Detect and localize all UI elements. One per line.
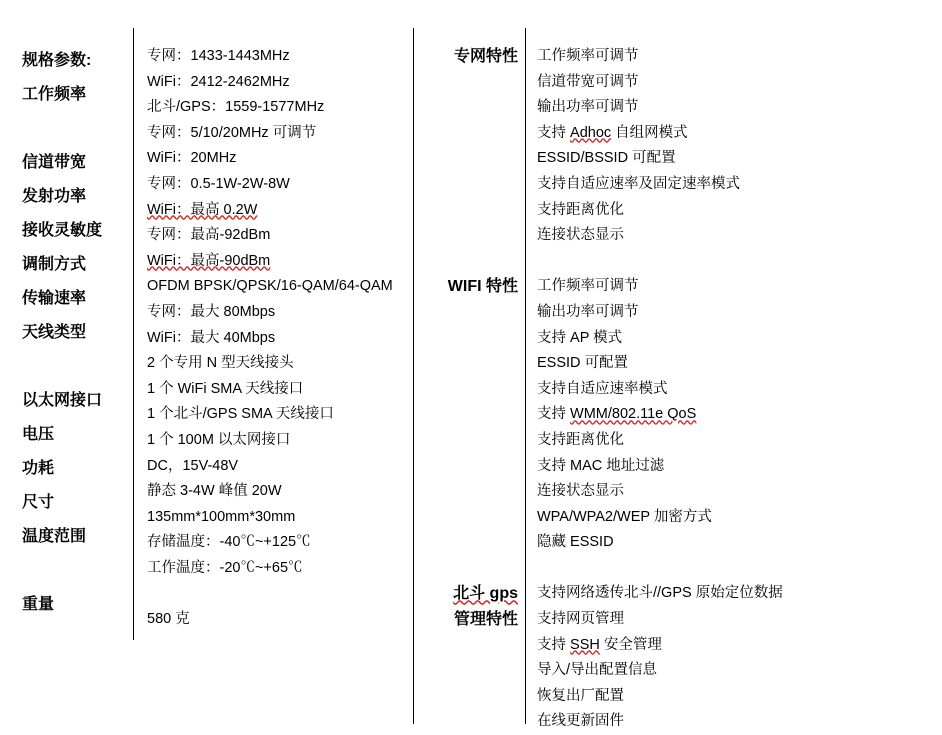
feature-group-spacer [424, 505, 522, 531]
feature-group-spacer [424, 223, 522, 249]
spec-label: 工作频率 [22, 86, 87, 103]
feature-item: ESSID/BSSID 可配置 [537, 150, 676, 167]
feature-group-spacer [424, 121, 522, 147]
feature-group-spacer [424, 402, 522, 428]
feature-item [537, 121, 937, 147]
feature-group-spacer [424, 146, 522, 172]
feature-item: 在线更新固件 [537, 713, 624, 730]
feature-group-spacer [424, 95, 522, 121]
spec-label: 温度范围 [22, 528, 87, 545]
feature-group-label: 管理特性 [453, 611, 518, 629]
feature-item: ESSID 可配置 [537, 355, 629, 372]
feature-group-text: 北斗 gps [453, 585, 518, 603]
feature-item-prefix: 支持 [537, 124, 571, 141]
spec-value: 北斗/GPS：1559-1577MHz [147, 99, 325, 116]
feature-item: 支持自适应速率及固定速率模式 [537, 175, 740, 192]
feature-item: 支持 AP 模式 [537, 329, 623, 346]
feature-item-suffix: 安全管理 [599, 636, 662, 653]
feature-item: WPA/WPA2/WEP 加密方式 [537, 508, 712, 525]
feature-group-spacer [424, 198, 522, 224]
feature-item [537, 402, 937, 428]
spec-value: 专网：5/10/20MHz 可调节 [147, 124, 317, 141]
feature-item [537, 633, 937, 659]
spec-label-spacer [22, 554, 132, 588]
spec-value: 静态 3-4W 峰值 20W [147, 483, 282, 500]
spec-value: 580 克 [147, 611, 190, 628]
feature-group-column [424, 44, 522, 633]
feature-group-spacer [424, 479, 522, 505]
feature-item: 支持 MAC 地址过滤 [537, 457, 665, 474]
spec-label: 尺寸 [22, 494, 55, 511]
feature-group-spacer [424, 70, 522, 96]
spec-label: 信道带宽 [22, 154, 87, 171]
spec-label [22, 112, 132, 146]
spec-label-column [22, 44, 132, 622]
spec-label: 天线类型 [22, 324, 87, 341]
column-divider-1 [133, 28, 134, 640]
spec-value: 专网：0.5-1W-2W-8W [147, 175, 290, 192]
feature-item-term: WMM/802.11e QoS [570, 406, 697, 423]
spec-value-text: WiFi：最高 0.2W [147, 201, 258, 218]
feature-item: 支持网络透传北斗//GPS 原始定位数据 [537, 585, 783, 602]
spec-value: 2 个专用 N 型天线接头 [147, 355, 294, 372]
spec-value: 工作温度：-20℃~+65℃ [147, 559, 303, 576]
feature-group-spacer [424, 530, 522, 556]
feature-item-prefix: 支持 [537, 636, 571, 653]
feature-group-label: 专网特性 [453, 48, 518, 65]
spec-value: WiFi：最大 40Mbps [147, 329, 276, 346]
feature-item: 输出功率可调节 [537, 303, 639, 320]
spec-value: 1 个北斗/GPS SMA 天线接口 [147, 406, 334, 423]
spec-label-spacer [22, 350, 132, 384]
feature-item: 连接状态显示 [537, 483, 624, 500]
feature-group-label: WIFI 特性 [447, 278, 518, 296]
spec-label: 以太网接口 [22, 392, 103, 409]
feature-group-spacer [424, 454, 522, 480]
spec-value: 135mm*100mm*30mm [147, 508, 296, 525]
spec-label: 重量 [22, 596, 55, 613]
spec-label: 调制方式 [22, 256, 87, 273]
spec-value-column [147, 44, 407, 633]
feature-item: 工作频率可调节 [537, 278, 639, 295]
spec-value: DC，15V-48V [147, 457, 239, 474]
spec-label: 发射功率 [22, 188, 87, 205]
feature-item-term: Adhoc [570, 124, 612, 141]
feature-item-prefix: 支持 [537, 406, 571, 423]
feature-item: 信道带宽可调节 [537, 73, 639, 90]
spec-value: WiFi：2412-2462MHz [147, 73, 290, 90]
feature-group-spacer [424, 172, 522, 198]
spec-value: 1 个 WiFi SMA 天线接口 [147, 380, 304, 397]
feature-group-spacer [424, 556, 522, 582]
feature-item: 恢复出厂配置 [537, 687, 624, 704]
spec-value [147, 581, 407, 607]
spec-value: OFDM BPSK/QPSK/16-QAM/64-QAM [147, 278, 393, 295]
feature-item: 工作频率可调节 [537, 48, 639, 64]
spec-label: 功耗 [22, 460, 55, 477]
spec-value [147, 198, 407, 224]
spec-label: 电压 [22, 426, 55, 443]
feature-item: 隐藏 ESSID [537, 534, 614, 551]
spec-value [147, 249, 407, 275]
spec-value: WiFi：20MHz [147, 150, 237, 167]
spec-value: 专网：1433-1443MHz [147, 48, 290, 64]
feature-item-term: SSH [570, 636, 600, 653]
feature-group-spacer [424, 249, 522, 275]
feature-item: 连接状态显示 [537, 227, 624, 244]
feature-item: 支持自适应速率模式 [537, 380, 668, 397]
feature-list-column [537, 44, 937, 735]
feature-group-spacer [424, 326, 522, 352]
feature-item: 支持距离优化 [537, 201, 624, 218]
feature-item [537, 556, 937, 582]
spec-value: 专网：最高-92dBm [147, 227, 271, 244]
column-divider-2 [413, 28, 414, 724]
spec-label: 规格参数: [22, 52, 92, 69]
feature-group-spacer [424, 377, 522, 403]
feature-group-label [424, 581, 522, 607]
feature-group-spacer [424, 300, 522, 326]
feature-group-spacer [424, 351, 522, 377]
column-divider-3 [525, 28, 526, 724]
feature-group-spacer [424, 428, 522, 454]
spec-label: 传输速率 [22, 290, 87, 307]
spec-value: 存储温度：-40℃~+125℃ [147, 534, 311, 551]
feature-item: 导入/导出配置信息 [537, 662, 658, 679]
spec-value: 1 个 100M 以太网接口 [147, 431, 291, 448]
spec-label: 接收灵敏度 [22, 222, 103, 239]
feature-item: 支持距离优化 [537, 431, 624, 448]
spec-value: 专网：最大 80Mbps [147, 303, 276, 320]
feature-item [537, 249, 937, 275]
spec-value-text: WiFi：最高-90dBm [147, 252, 271, 269]
feature-item-suffix: 自组网模式 [611, 124, 688, 141]
feature-item: 输出功率可调节 [537, 99, 639, 116]
feature-item: 支持网页管理 [537, 611, 624, 628]
